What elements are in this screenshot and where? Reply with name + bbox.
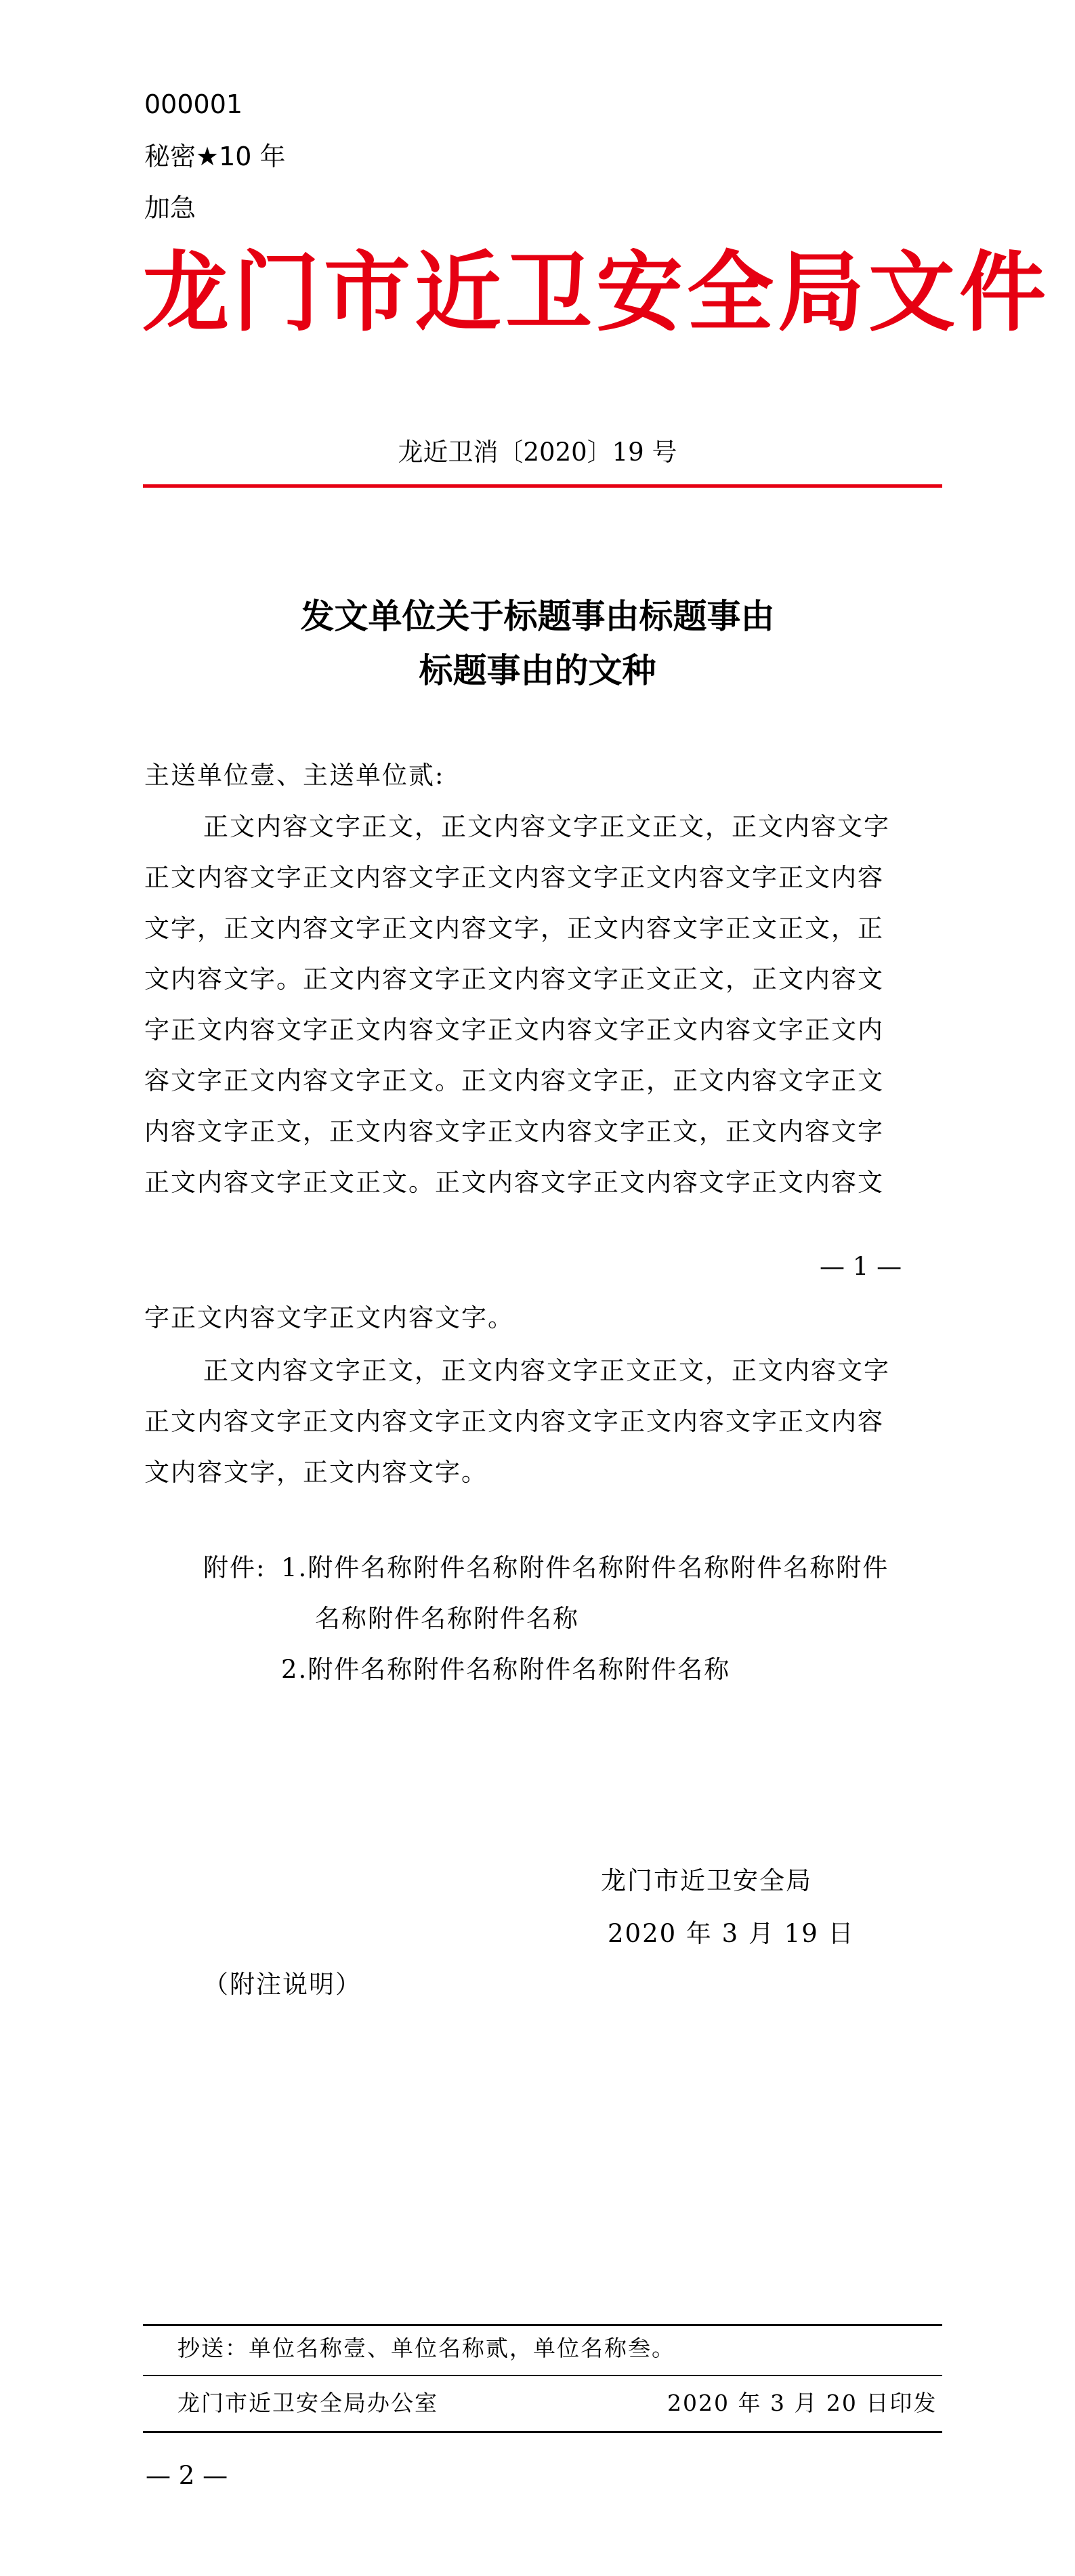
- attachment-item-1-continued: 名称附件名称附件名称: [315, 1604, 579, 1633]
- annotation-note: （附注说明）: [203, 1970, 362, 1999]
- paragraph-2-line: 正文内容文字正文，正文内容文字正文正文，正文内容文字: [203, 1356, 890, 1385]
- main-recipients: 主送单位壹、主送单位贰:: [144, 761, 445, 790]
- paragraph-1-continued: 字正文内容文字正文内容文字。: [144, 1303, 514, 1332]
- signature-date: 2020 年 3 月 19 日: [608, 1919, 855, 1948]
- paragraph-1-line: 文内容文字。正文内容文字正文内容文字正文正文，正文内容文: [144, 965, 884, 994]
- paragraph-1-line: 正文内容文字正文正文。正文内容文字正文内容文字正文内容文: [144, 1168, 884, 1197]
- cc-recipients: 抄送：单位名称壹、单位名称贰，单位名称叁。: [177, 2335, 675, 2361]
- document-header-title: 龙门市近卫安全局文件: [142, 242, 1051, 343]
- serial-number: 000001: [144, 89, 243, 119]
- paragraph-1-line: 字正文内容文字正文内容文字正文内容文字正文内容文字正文内: [144, 1015, 884, 1044]
- document-title-line-1: 发文单位关于标题事由标题事由: [300, 596, 775, 636]
- paragraph-1-line: 容文字正文内容文字正文。正文内容文字正，正文内容文字正文: [144, 1066, 884, 1095]
- print-date: 2020 年 3 月 20 日印发: [667, 2390, 937, 2416]
- footer-rule-top: [143, 2324, 942, 2326]
- footer-rule-middle: [143, 2375, 942, 2376]
- paragraph-1-line: 正文内容文字正文，正文内容文字正文正文，正文内容文字: [203, 812, 890, 841]
- printing-organization: 龙门市近卫安全局办公室: [177, 2390, 438, 2416]
- paragraph-2-line: 正文内容文字正文内容文字正文内容文字正文内容文字正文内容: [144, 1407, 884, 1436]
- paragraph-1-line: 内容文字正文，正文内容文字正文内容文字正文，正文内容文字: [144, 1117, 884, 1146]
- red-separator-line: [143, 484, 942, 488]
- secrecy-level: 秘密★10 年: [144, 142, 286, 171]
- attachment-item-1: 1.附件名称附件名称附件名称附件名称附件名称附件: [281, 1553, 889, 1582]
- document-title-line-2: 标题事由的文种: [419, 650, 656, 690]
- footer-rule-bottom: [143, 2431, 942, 2433]
- paragraph-1-line: 文字，正文内容文字正文内容文字，正文内容文字正文正文，正: [144, 914, 884, 943]
- page-number: — 1 —: [820, 1252, 902, 1281]
- urgency-level: 加急: [144, 193, 196, 223]
- document-number: 龙近卫消〔2020〕19 号: [398, 438, 677, 467]
- attachment-item-2: 2.附件名称附件名称附件名称附件名称: [281, 1655, 731, 1684]
- page-number: — 2 —: [146, 2461, 228, 2490]
- paragraph-1-line: 正文内容文字正文内容文字正文内容文字正文内容文字正文内容: [144, 863, 884, 892]
- attachments-label: 附件:: [203, 1553, 266, 1582]
- signature-organization: 龙门市近卫安全局: [601, 1866, 812, 1895]
- paragraph-2-line: 文内容文字，正文内容文字。: [144, 1458, 488, 1487]
